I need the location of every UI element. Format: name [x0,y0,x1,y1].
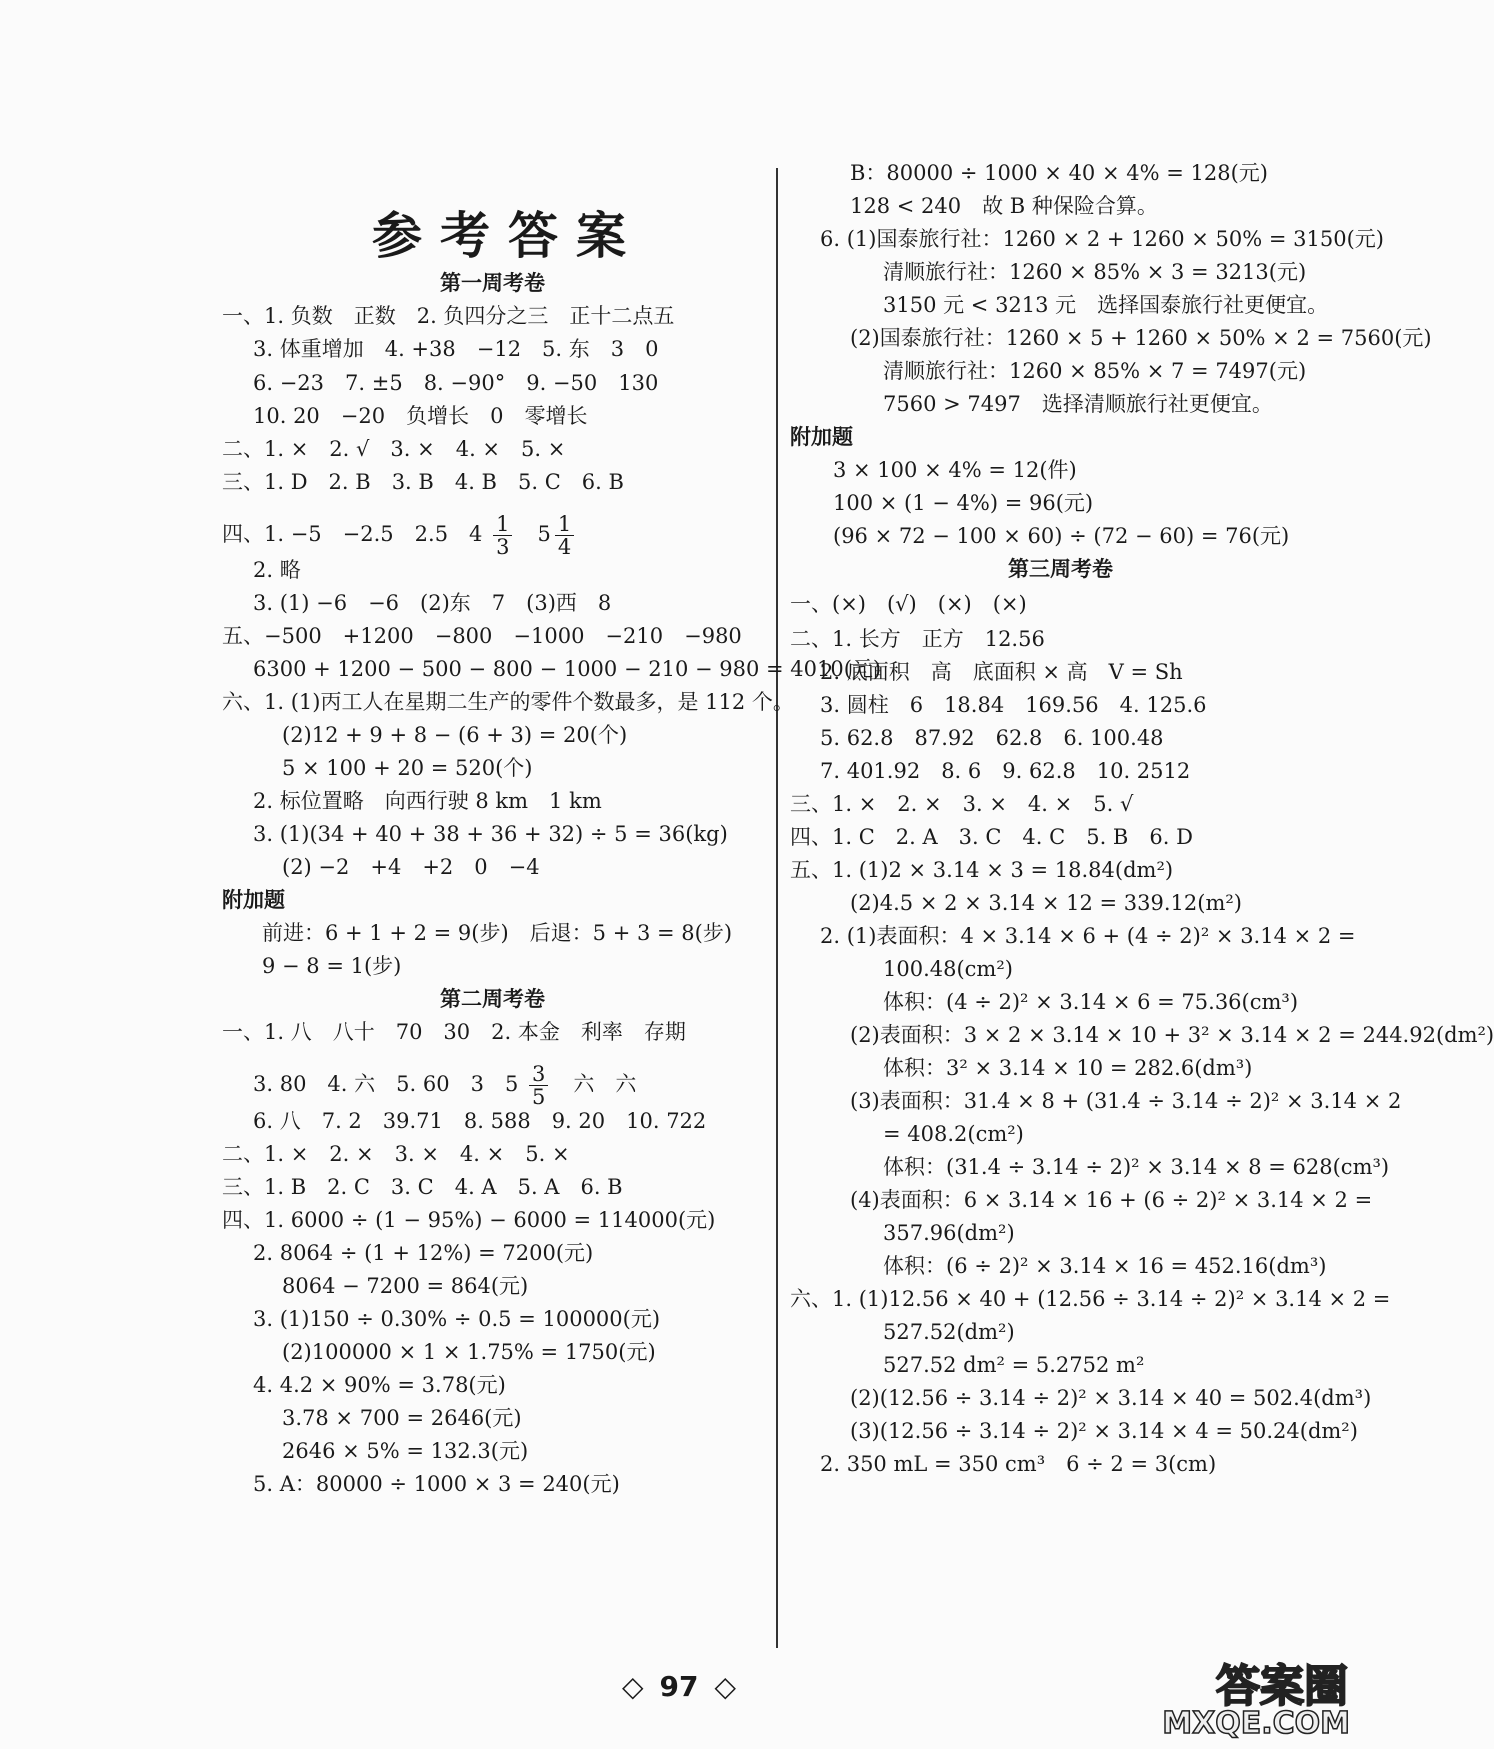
answer-line [262,920,732,946]
page-number: 97 [659,1670,699,1703]
section-heading [440,986,545,1012]
answer-line [222,1174,623,1200]
mixed-number-whole: 5 [516,522,551,546]
fraction [493,513,512,558]
answer-line [883,1352,1144,1378]
answer-text: 5. 62.8 87.92 62.8 6. 100.48 [820,726,1164,750]
answer-line [253,821,728,847]
answer-line [222,1207,715,1233]
answer-text: 6300 + 1200 − 500 − 800 − 1000 − 210 − 980 = 4010(元) [253,657,882,681]
answer-line [883,292,1328,318]
answer-line [883,1253,1326,1279]
answer-text: 四、1. −5 −2.5 2.5 4 [222,522,483,546]
answer-text: 5. A：80000 ÷ 1000 × 3 = 240(元) [253,1472,620,1496]
answer-text: 一、(×) (√) (×) (×) [790,592,1027,616]
answer-line [883,1319,1015,1345]
column-divider [776,168,778,1648]
answer-line [790,857,1173,883]
answer-text: 2. 底面积 高 底面积 × 高 V = Sh [820,660,1183,684]
answer-text: 7. 401.92 8. 6 9. 62.8 10. 2512 [820,759,1191,783]
watermark-logo [1162,1640,1358,1749]
answer-line [850,1187,1372,1213]
section-heading [790,424,853,450]
answer-text: 527.52(dm²) [883,1320,1015,1344]
answer-line [883,956,1013,982]
answer-text: 3. (1) −6 −6 (2)东 7 (3)西 8 [253,591,612,615]
answer-text: 体积：(4 ÷ 2)² × 3.14 × 6 = 75.36(cm³) [883,990,1299,1014]
answer-text: 2. (1)表面积：4 × 3.14 × 6 + (4 ÷ 2)² × 3.14 × 2 = [820,924,1356,948]
fraction-denominator: 3 [496,535,510,559]
section-heading [1008,556,1113,582]
answer-text: 附加题 [222,887,285,912]
watermark-url: MXQE.COM [1162,1706,1350,1741]
answer-line [790,591,1027,617]
answer-line [253,788,602,814]
answer-text: 3. 80 4. 六 5. 60 3 5 [253,1072,519,1096]
answer-line [282,755,532,781]
answer-line [222,1019,686,1045]
answer-line [833,523,1289,549]
answer-line [282,1339,656,1365]
answer-line [883,1121,1024,1147]
answer-text: (2)4.5 × 2 × 3.14 × 12 = 339.12(m²) [850,891,1242,915]
answer-text: (4)表面积：6 × 3.14 × 16 + (6 ÷ 2)² × 3.14 × 2 = [850,1188,1373,1212]
answer-text: 第二周考卷 [440,986,545,1011]
answer-line [222,623,742,649]
answer-text: 527.52 dm² = 5.2752 m² [883,1353,1145,1377]
answer-line [850,325,1432,351]
answer-text: (96 × 72 − 100 × 60) ÷ (72 − 60) = 76(元) [833,524,1290,548]
answer-line [222,1141,570,1167]
answer-text: 一、1. 负数 正数 2. 负四分之三 正十二点五 [222,304,675,328]
answer-text: (2)12 + 9 + 8 − (6 + 3) = 20(个) [282,723,628,747]
answer-text: 五、1. (1)2 × 3.14 × 3 = 18.84(dm²) [790,858,1174,882]
answer-text: (3)(12.56 ÷ 3.14 ÷ 2)² × 3.14 × 4 = 50.24(dm²) [850,1419,1358,1443]
answer-line [253,1240,593,1266]
answer-text: 二、1. × 2. √ 3. × 4. × 5. × [222,437,566,461]
answer-text: 8064 − 7200 = 864(元) [282,1274,529,1298]
answer-line [222,303,674,329]
answer-line [253,1108,706,1134]
answer-line [790,1286,1390,1312]
answer-text: 二、1. × 2. × 3. × 4. × 5. × [222,1142,570,1166]
answer-text: 第三周考卷 [1008,556,1113,581]
answer-text: 体积：3² × 3.14 × 10 = 282.6(dm³) [883,1056,1253,1080]
answer-line [820,659,1183,685]
answer-line [820,226,1384,252]
answer-text: 3 × 100 × 4% = 12(件) [833,458,1077,482]
answer-text: 2. 8064 ÷ (1 + 12%) = 7200(元) [253,1241,594,1265]
answer-text: 三、1. × 2. × 3. × 4. × 5. √ [790,792,1134,816]
answer-text: B：80000 ÷ 1000 × 40 × 4% = 128(元) [850,161,1268,185]
answer-text: 2646 × 5% = 132.3(元) [282,1439,529,1463]
fraction [529,1063,548,1108]
answer-line [282,722,627,748]
answer-text: (2)100000 × 1 × 1.75% = 1750(元) [282,1340,656,1364]
answer-text: 357.96(dm²) [883,1221,1015,1245]
answer-text: 128 < 240 故 B 种保险合算。 [850,194,1158,218]
answer-text: 3. 圆柱 6 18.84 169.56 4. 125.6 [820,693,1207,717]
answer-text: 四、1. 6000 ÷ (1 − 95%) − 6000 = 114000(元) [222,1208,716,1232]
fraction-numerator: 1 [555,513,574,536]
answer-line [282,1438,528,1464]
answer-text: 3. 体重增加 4. +38 −12 5. 东 3 0 [253,337,659,361]
answer-text: 五、−500 +1200 −800 −1000 −210 −980 [222,624,742,648]
answer-text: 体积：(31.4 ÷ 3.14 ÷ 2)² × 3.14 × 8 = 628(cm³) [883,1155,1390,1179]
fraction-denominator: 4 [557,535,572,559]
answer-line [833,457,1077,483]
answer-text: 3150 元 < 3213 元 选择国泰旅行社更便宜。 [883,293,1329,317]
page-footer [0,1670,1358,1703]
answer-line [883,391,1273,417]
fraction-numerator: 1 [493,513,512,536]
answer-line [850,1418,1358,1444]
answer-text: = 408.2(cm²) [883,1122,1024,1146]
answer-line [282,1405,522,1431]
answer-line [253,1471,620,1497]
answer-text: 体积：(6 ÷ 2)² × 3.14 × 16 = 452.16(dm³) [883,1254,1327,1278]
answer-line [253,336,659,362]
page-title: 参考答案 [372,206,644,265]
fraction-numerator: 3 [529,1063,548,1086]
answer-line [883,1055,1252,1081]
answer-line [883,358,1306,384]
answer-text: 六、1. (1)丙工人在星期二生产的零件个数最多，是 112 个。 [222,690,794,714]
diamond-icon: ◇ [714,1670,737,1703]
answer-text: 9 − 8 = 1(步) [262,954,402,978]
answer-line [883,1154,1389,1180]
answer-line [820,758,1190,784]
answer-line [262,953,401,979]
answer-line [820,692,1207,718]
answer-line [222,513,578,558]
answer-line [820,923,1356,949]
section-heading [222,887,285,913]
answer-text: 6. −23 7. ±5 8. −90° 9. −50 130 [253,371,659,395]
answer-line [850,1088,1401,1114]
answer-text: (3)表面积：31.4 × 8 + (31.4 ÷ 3.14 ÷ 2)² × 3.14 × 2 [850,1089,1402,1113]
answer-line [253,656,881,682]
answer-text: 2. 350 mL = 350 cm³ 6 ÷ 2 = 3(cm) [820,1452,1217,1476]
answer-line [790,791,1133,817]
answer-text: 3.78 × 700 = 2646(元) [282,1406,522,1430]
answer-line [850,193,1158,219]
answer-text: (2) −2 +4 +2 0 −4 [282,855,540,879]
answer-line [850,160,1268,186]
answer-line [850,890,1242,916]
answer-text: 清顺旅行社：1260 × 85% × 7 = 7497(元) [883,359,1307,383]
answer-text: 6. 八 7. 2 39.71 8. 588 9. 20 10. 722 [253,1109,707,1133]
answer-text: (2)(12.56 ÷ 3.14 ÷ 2)² × 3.14 × 40 = 502.4(dm³) [850,1386,1372,1410]
answer-text: 一、1. 八 八十 70 30 2. 本金 利率 存期 [222,1020,686,1044]
answer-text: 二、1. 长方 正方 12.56 [790,627,1045,651]
answer-text: 100 × (1 − 4%) = 96(元) [833,491,1094,515]
answer-line [850,1385,1371,1411]
answer-text: 附加题 [790,424,853,449]
answer-text: (2)国泰旅行社：1260 × 5 + 1260 × 50% × 2 = 7560(元) [850,326,1432,350]
answer-text: 4. 4.2 × 90% = 3.78(元) [253,1373,506,1397]
answer-text: 100.48(cm²) [883,957,1013,981]
answer-line [222,436,565,462]
fraction [555,513,574,558]
answer-text: 三、1. B 2. C 3. C 4. A 5. A 6. B [222,1175,623,1199]
answer-line [790,626,1045,652]
answer-line [253,1372,506,1398]
answer-text: 四、1. C 2. A 3. C 4. C 5. B 6. D [790,825,1193,849]
answer-line [222,689,794,715]
answer-line [883,1220,1015,1246]
answer-line [850,1022,1494,1048]
answer-line [253,1063,636,1108]
answer-text: 第一周考卷 [440,270,545,295]
answer-text: 3. (1)(34 + 40 + 38 + 36 + 32) ÷ 5 = 36(kg) [253,822,728,846]
answer-line [833,490,1093,516]
answer-line [883,259,1306,285]
answer-text-after: 六 六 [552,1072,637,1096]
answer-line [282,854,540,880]
answer-line [253,1306,660,1332]
answer-text: 5 × 100 + 20 = 520(个) [282,756,533,780]
answer-line [253,557,301,583]
answer-text: 3. (1)150 ÷ 0.30% ÷ 0.5 = 100000(元) [253,1307,661,1331]
answer-text: 清顺旅行社：1260 × 85% × 3 = 3213(元) [883,260,1307,284]
diamond-icon: ◇ [621,1670,644,1703]
answer-text: 7560 > 7497 选择清顺旅行社更便宜。 [883,392,1273,416]
answer-line [222,469,624,495]
answer-line [790,824,1193,850]
answer-text: 前进：6 + 1 + 2 = 9(步) 后退：5 + 3 = 8(步) [262,921,733,945]
answer-line [253,403,587,429]
answer-text: (2)表面积：3 × 2 × 3.14 × 10 + 3² × 3.14 × 2 = 244.92(dm²) [850,1023,1494,1047]
answer-text: 2. 标位置略 向西行驶 8 km 1 km [253,789,602,813]
answer-text: 10. 20 −20 负增长 0 零增长 [253,404,588,428]
answer-text: 六、1. (1)12.56 × 40 + (12.56 ÷ 3.14 ÷ 2)² × 3.14 × 2 = [790,1287,1391,1311]
answer-text: 6. (1)国泰旅行社：1260 × 2 + 1260 × 50% = 3150(元) [820,227,1384,251]
answer-text: 2. 略 [253,558,301,582]
answer-line [253,370,658,396]
answer-line [282,1273,528,1299]
watermark-text: 答案圈 [1216,1661,1348,1712]
section-heading [440,270,545,296]
answer-line [820,1451,1216,1477]
answer-text: 三、1. D 2. B 3. B 4. B 5. C 6. B [222,470,624,494]
fraction-denominator: 5 [532,1085,546,1109]
answer-line [820,725,1164,751]
answer-line [253,590,611,616]
answer-line [883,989,1298,1015]
